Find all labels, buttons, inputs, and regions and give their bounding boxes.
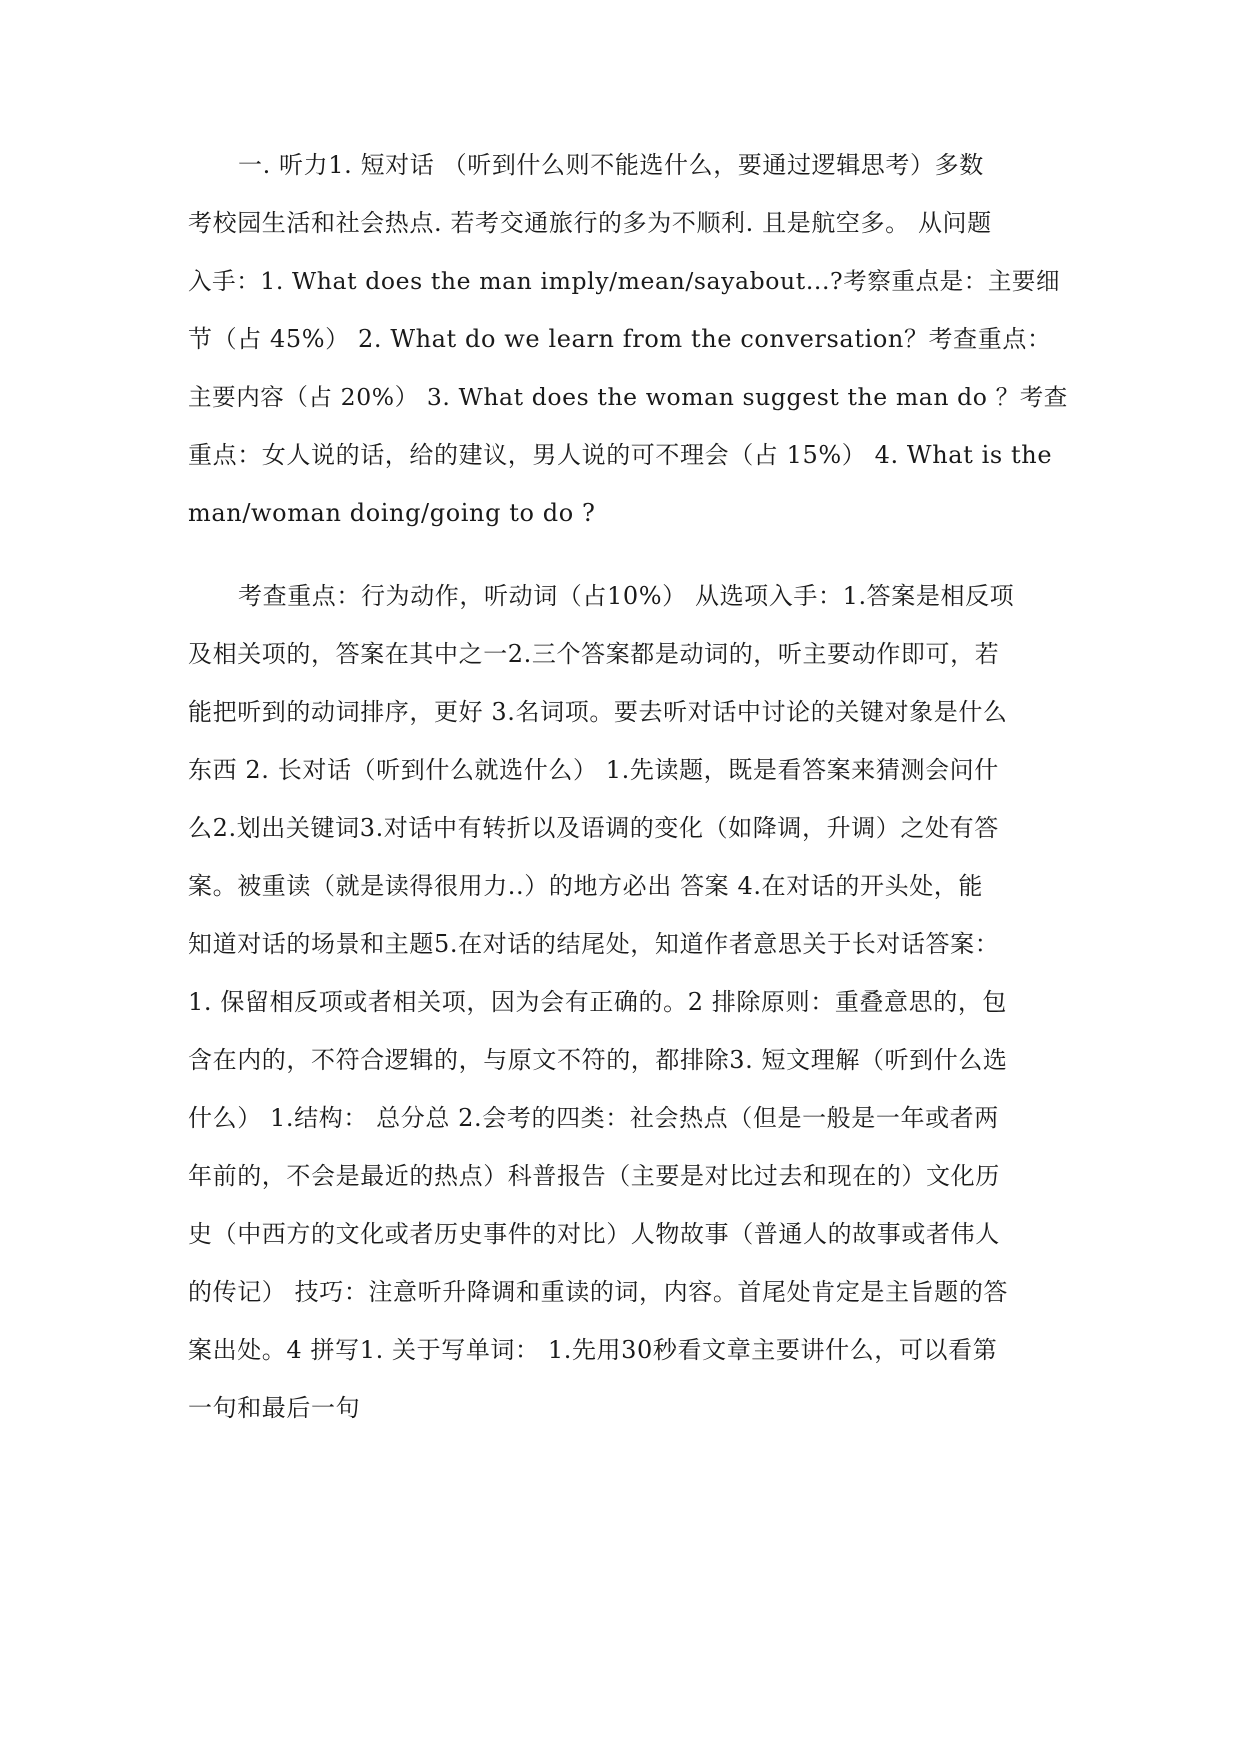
text-line: 史（中西方的文化或者历史事件的对比）人物故事（普通人的故事或者伟人 xyxy=(188,1220,1000,1248)
text-line: 什么） 1.结构： 总分总 2.会考的四类：社会热点（但是一般是一年或者两 xyxy=(188,1104,999,1132)
text-line: 东西 2. 长对话（听到什么就选什么） 1.先读题，既是看答案来猜测会问什 xyxy=(188,756,999,784)
text-line: 入手：1. What does the man imply/mean/sayabout...?考察重点是：主要细 xyxy=(188,267,1061,295)
text-line: 1. 保留相反项或者相关项，因为会有正确的。2 排除原则：重叠意思的，包 xyxy=(188,988,1008,1016)
text-line: 考校园生活和社会热点. 若考交通旅行的多为不顺利. 且是航空多。 从问题 xyxy=(188,209,992,237)
text-line: 知道对话的场景和主题5.在对话的结尾处，知道作者意思关于长对话答案： xyxy=(188,930,1000,958)
text-line: man/woman doing/going to do ? xyxy=(188,499,596,527)
text-line: 年前的，不会是最近的热点）科普报告（主要是对比过去和现在的）文化历 xyxy=(188,1162,1000,1190)
text-line: 含在内的，不符合逻辑的，与原文不符的，都排除3. 短文理解（听到什么选 xyxy=(188,1046,1008,1074)
text-line: 案。被重读（就是读得很用力..）的地方必出 答案 4.在对话的开头处，能 xyxy=(188,872,984,900)
text-line: 重点：女人说的话，给的建议，男人说的可不理会（占 15%） 4. What is the xyxy=(188,441,1053,469)
text-line: 案出处。4 拼写1. 关于写单词： 1.先用30秒看文章主要讲什么，可以看第 xyxy=(188,1336,998,1364)
text-line: 主要内容（占 20%） 3. What does the woman suggest the man do ？考查 xyxy=(188,383,1068,411)
text-line: 节（占 45%） 2. What do we learn from the conversation？考查重点： xyxy=(188,325,1052,353)
text-line: 考查重点：行为动作，听动词（占10%） 从选项入手：1.答案是相反项 xyxy=(238,582,1015,610)
text-line: 一句和最后一句 xyxy=(188,1394,361,1422)
text-line: 的传记） 技巧：注意听升降调和重读的词，内容。首尾处肯定是主旨题的答 xyxy=(188,1278,1009,1306)
text-line: 一. 听力1. 短对话 （听到什么则不能选什么，要通过逻辑思考）多数 xyxy=(238,151,984,179)
text-line: 能把听到的动词排序，更好 3.名词项。要去听对话中讨论的关键对象是什么 xyxy=(188,698,1008,726)
text-line: 及相关项的，答案在其中之一2.三个答案都是动词的，听主要动作即可，若 xyxy=(188,640,1000,668)
text-line: 么2.划出关键词3.对话中有转折以及语调的变化（如降调，升调）之处有答 xyxy=(188,814,999,842)
